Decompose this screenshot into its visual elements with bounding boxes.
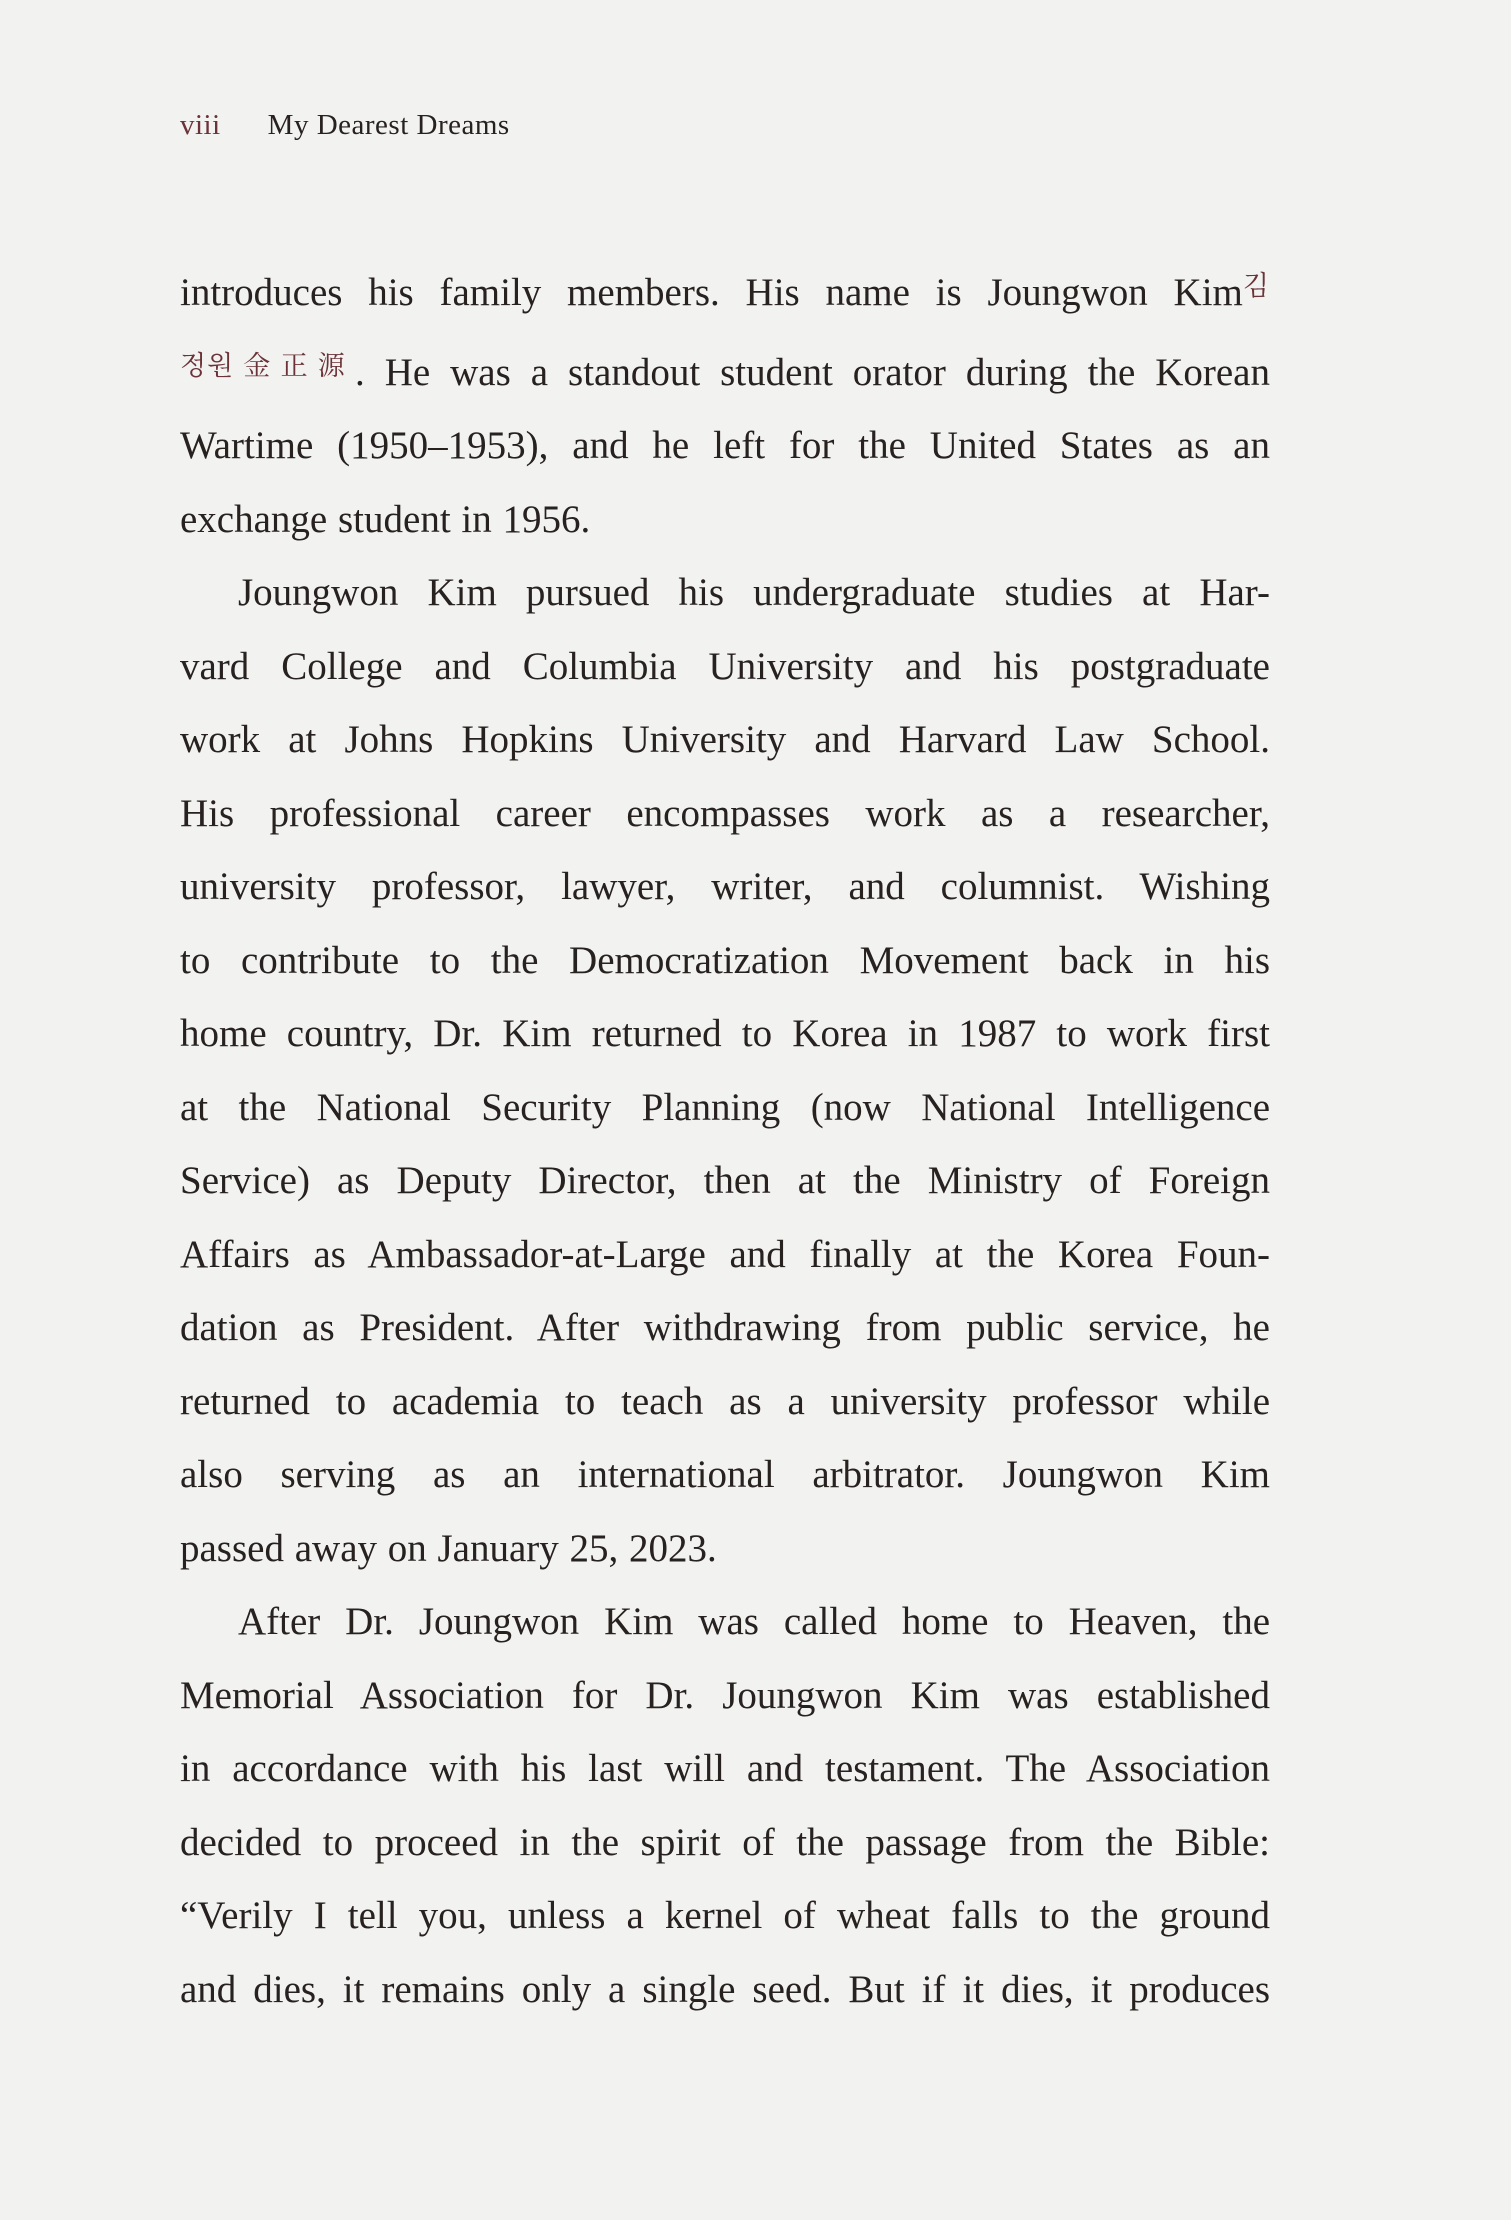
body-line	[180, 1071, 1270, 1145]
body-line	[180, 483, 1270, 557]
body-run: in accordance with his last will and testament. The Association	[180, 1747, 1270, 1790]
body-run: work at Johns Hopkins University and Harvard Law School.	[180, 718, 1270, 761]
body-run: Joungwon Kim pursued his undergraduate studies at Har-	[238, 571, 1270, 614]
body-line	[180, 409, 1270, 483]
body-run: exchange student in 1956.	[180, 497, 591, 541]
running-header	[180, 109, 510, 141]
body-run: introduces his family members. His name is Joungwon Kim	[180, 271, 1243, 314]
body-line	[180, 1512, 1270, 1586]
book-title: My Dearest Dreams	[267, 109, 510, 141]
body-run: “Verily I tell you, unless a kernel of wheat falls to the ground	[180, 1894, 1270, 1937]
body-line	[180, 997, 1270, 1071]
body-run: Affairs as Ambassador-at-Large and finally at the Korea Foun-	[180, 1232, 1270, 1276]
body-line	[180, 777, 1270, 851]
body-line	[180, 1953, 1270, 2027]
hanja-superscript: 정원金正源	[180, 350, 355, 381]
body-run: His professional career encompasses work as a researcher,	[180, 791, 1270, 835]
body-run: passed away on January 25, 2023.	[180, 1526, 717, 1570]
body-run: and dies, it remains only a single seed. But if it dies, it produces	[180, 1967, 1270, 2011]
body-line	[180, 1144, 1270, 1218]
body-line	[180, 703, 1270, 777]
body-run: university professor, lawyer, writer, and columnist. Wishing	[180, 865, 1270, 908]
body-line	[180, 850, 1270, 924]
body-line	[180, 1438, 1270, 1512]
body-line	[180, 1879, 1270, 1953]
body-line	[180, 1365, 1270, 1439]
page-number: viii	[180, 109, 221, 141]
body-run: at the National Security Planning (now National Intelligence	[180, 1085, 1270, 1129]
body-run: dation as President. After withdrawing from public service, he	[180, 1306, 1270, 1349]
body-run: After Dr. Joungwon Kim was called home to Heaven, the	[238, 1600, 1270, 1643]
body-line	[180, 1806, 1270, 1880]
body-line	[180, 924, 1270, 998]
body-run: home country, Dr. Kim returned to Korea in 1987 to work first	[180, 1012, 1270, 1055]
body-run: to contribute to the Democratization Movement back in his	[180, 938, 1270, 982]
body-line	[180, 330, 1270, 410]
body-line	[180, 1659, 1270, 1733]
body-line	[180, 1585, 1270, 1659]
body-line	[180, 556, 1270, 630]
body-run: vard College and Columbia University and his postgraduate	[180, 644, 1270, 688]
body-line	[180, 630, 1270, 704]
hanja-superscript: 김	[1242, 271, 1270, 301]
body-run: . He was a standout student orator during the Korean	[355, 350, 1270, 394]
body-line	[180, 250, 1270, 330]
body-line	[180, 1732, 1270, 1806]
body-line	[180, 1291, 1270, 1365]
body-run: Wartime (1950–1953), and he left for the United States as an	[180, 424, 1270, 467]
body-text	[180, 250, 1270, 2026]
body-run: Service) as Deputy Director, then at the Ministry of Foreign	[180, 1159, 1270, 1202]
body-line	[180, 1218, 1270, 1292]
body-run: decided to proceed in the spirit of the passage from the Bible:	[180, 1820, 1270, 1864]
body-run: Memorial Association for Dr. Joungwon Kim was established	[180, 1673, 1270, 1717]
body-run: returned to academia to teach as a university professor while	[180, 1379, 1270, 1423]
body-run: also serving as an international arbitrator. Joungwon Kim	[180, 1453, 1270, 1496]
